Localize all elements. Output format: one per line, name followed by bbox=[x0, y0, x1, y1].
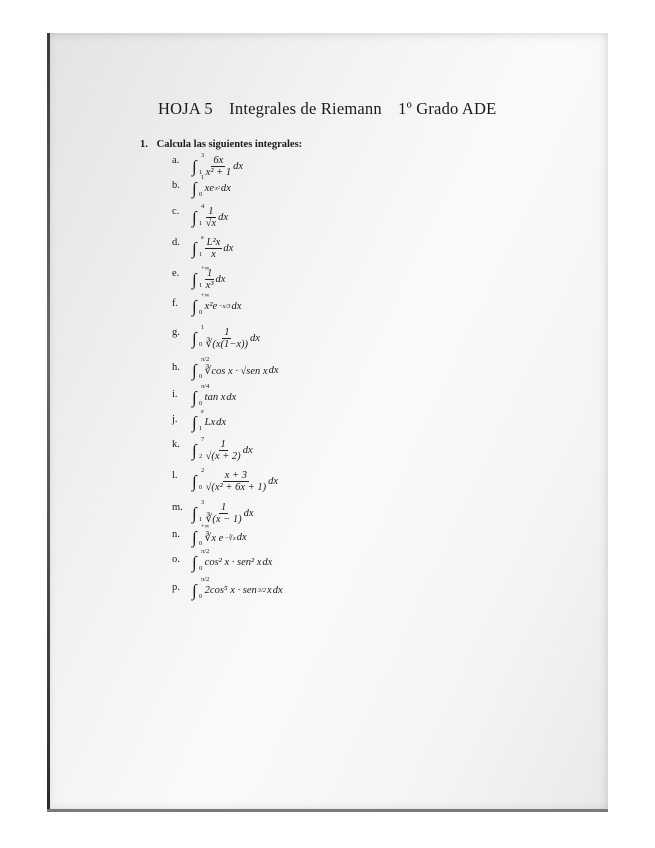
differential: dx bbox=[236, 532, 247, 543]
upper-limit: 4 bbox=[201, 203, 205, 211]
item-label: p. bbox=[172, 582, 180, 593]
integral-sign-icon: ∫ 4 1 bbox=[192, 203, 205, 228]
differential: dx bbox=[233, 161, 243, 173]
item-label: o. bbox=[172, 554, 180, 565]
paper-edge-bottom bbox=[47, 809, 608, 812]
lower-limit: 0 bbox=[199, 190, 203, 198]
upper-limit: π/4 bbox=[201, 383, 210, 390]
exponent: −x/3 bbox=[218, 303, 231, 310]
item-label: l. bbox=[172, 470, 178, 481]
integral-sign-icon: ∫ +∞ 1 bbox=[192, 265, 210, 290]
numerator: 1 bbox=[208, 206, 214, 217]
fraction bbox=[205, 206, 217, 229]
denominator: x bbox=[211, 249, 216, 261]
item-label: b. bbox=[172, 180, 180, 191]
item-label: h. bbox=[172, 362, 180, 373]
integral-sign-icon: ∫ +∞ 0 bbox=[192, 292, 210, 316]
integral-expression bbox=[192, 467, 278, 494]
upper-limit: e bbox=[201, 408, 204, 415]
paper-sheet bbox=[47, 33, 608, 811]
integral-sign-icon: ∫ 1 0 bbox=[192, 324, 205, 349]
upper-limit: +∞ bbox=[201, 265, 210, 273]
page-title bbox=[158, 99, 508, 119]
course-label: 1º Grado ADE bbox=[398, 99, 497, 118]
integral-expression bbox=[192, 234, 234, 261]
item-label: c. bbox=[172, 206, 180, 217]
exercise-instruction: Calcula las siguientes integrales: bbox=[156, 139, 303, 150]
lower-limit: 0 bbox=[199, 399, 203, 407]
upper-limit: 1 bbox=[201, 324, 205, 332]
integrand: ∛x e bbox=[204, 532, 224, 544]
integral-expression bbox=[192, 324, 260, 351]
differential: dx bbox=[268, 365, 279, 376]
integral-expression bbox=[192, 174, 231, 198]
sheet-number: HOJA 5 bbox=[158, 99, 213, 118]
upper-limit: e bbox=[201, 234, 204, 242]
numerator: 1 bbox=[221, 502, 227, 513]
upper-limit: +∞ bbox=[201, 292, 210, 299]
fraction bbox=[205, 439, 242, 462]
lower-limit: 1 bbox=[199, 168, 203, 176]
item-label: j. bbox=[172, 414, 178, 425]
numerator: 1 bbox=[220, 439, 226, 450]
denominator: √x bbox=[205, 218, 217, 230]
integral-expression bbox=[192, 383, 237, 407]
integral-expression bbox=[192, 203, 229, 230]
numerator: L²x bbox=[206, 237, 221, 248]
fraction bbox=[205, 470, 267, 493]
denominator: x³ bbox=[205, 280, 214, 292]
lower-limit: 0 bbox=[199, 564, 203, 572]
integral-sign-icon: ∫ 2 0 bbox=[192, 467, 205, 492]
item-label: g. bbox=[172, 327, 180, 338]
integral-expression bbox=[192, 523, 247, 547]
exponent: 3/2 bbox=[257, 587, 267, 594]
item-label: e. bbox=[172, 268, 180, 279]
exponent: x² bbox=[215, 185, 220, 192]
upper-limit: π/2 bbox=[201, 548, 210, 555]
fraction bbox=[205, 155, 232, 178]
upper-limit: 1 bbox=[201, 174, 205, 181]
integral-expression bbox=[192, 152, 243, 179]
integral-sign-icon: ∫ 3 1 bbox=[192, 499, 205, 524]
lower-limit: 1 bbox=[199, 281, 203, 289]
denominator: ∛(x(1−x)) bbox=[205, 339, 249, 351]
integrand: ∛cos x · √sen x bbox=[204, 365, 268, 377]
differential: dx bbox=[243, 508, 254, 520]
item-label: k. bbox=[172, 439, 180, 450]
upper-limit: 3 bbox=[201, 152, 205, 160]
integrand: x²e bbox=[204, 301, 218, 312]
lower-limit: 0 bbox=[199, 372, 203, 380]
item-label: f. bbox=[172, 298, 179, 309]
denominator: x² + 1 bbox=[205, 167, 232, 179]
integral-sign-icon: ∫ 7 2 bbox=[192, 436, 205, 461]
integral-sign-icon: ∫ π/2 0 bbox=[192, 548, 210, 572]
integral-sign-icon: ∫ 3 1 bbox=[192, 152, 205, 177]
item-label: n. bbox=[172, 529, 180, 540]
integrand: 2cos⁵ x · sen bbox=[204, 585, 257, 596]
lower-limit: 1 bbox=[199, 515, 203, 523]
integral-expression bbox=[192, 499, 254, 526]
item-label: d. bbox=[172, 237, 180, 248]
item-label: m. bbox=[172, 502, 183, 513]
lower-limit: 0 bbox=[199, 592, 203, 600]
fraction bbox=[205, 237, 223, 260]
denominator: √(x + 2) bbox=[205, 451, 241, 463]
subject-title: Integrales de Riemann bbox=[229, 99, 382, 118]
item-label: a. bbox=[172, 155, 180, 166]
upper-limit: +∞ bbox=[201, 523, 210, 530]
integral-expression bbox=[192, 265, 226, 292]
integral-sign-icon: ∫ 1 0 bbox=[192, 174, 205, 198]
differential: dx bbox=[218, 212, 229, 224]
integral-expression bbox=[192, 292, 242, 316]
differential: dx bbox=[272, 585, 283, 596]
upper-limit: 3 bbox=[201, 499, 205, 507]
differential: dx bbox=[220, 183, 231, 194]
item-label: i. bbox=[172, 389, 178, 400]
differential: dx bbox=[250, 333, 260, 345]
numerator: 6x bbox=[213, 155, 224, 166]
denominator: √(x² + 6x + 1) bbox=[205, 482, 267, 494]
integrand: Lx bbox=[204, 417, 216, 428]
differential: dx bbox=[268, 476, 278, 488]
fraction bbox=[205, 502, 243, 525]
integral-sign-icon: ∫ π/2 0 bbox=[192, 356, 210, 380]
differential: dx bbox=[223, 243, 234, 255]
lower-limit: 0 bbox=[199, 483, 203, 491]
numerator: x + 3 bbox=[224, 470, 247, 481]
fraction bbox=[205, 327, 249, 350]
differential: dx bbox=[215, 274, 226, 286]
differential: dx bbox=[226, 392, 237, 403]
integrand: cos² x · sen² x bbox=[204, 557, 262, 568]
lower-limit: 2 bbox=[199, 452, 203, 460]
integral-sign-icon: ∫ e 1 bbox=[192, 408, 204, 432]
upper-limit: π/2 bbox=[201, 356, 210, 363]
lower-limit: 1 bbox=[199, 250, 203, 258]
lower-limit: 1 bbox=[199, 219, 203, 227]
exponent: −∛x bbox=[224, 534, 236, 542]
integral-sign-icon: ∫ π/4 0 bbox=[192, 383, 210, 407]
integrand: tan x bbox=[204, 392, 226, 403]
lower-limit: 1 bbox=[199, 424, 203, 432]
integral-expression bbox=[192, 408, 227, 432]
lower-limit: 0 bbox=[199, 308, 203, 316]
differential: dx bbox=[262, 557, 273, 568]
exercise-heading bbox=[140, 139, 302, 150]
integral-sign-icon: ∫ e 1 bbox=[192, 234, 204, 259]
differential: dx bbox=[231, 301, 242, 312]
integral-expression bbox=[192, 436, 253, 463]
integral-sign-icon: ∫ π/2 0 bbox=[192, 576, 210, 600]
integrand-tail: x bbox=[267, 585, 272, 596]
differential: dx bbox=[216, 417, 227, 428]
integrand: xe bbox=[204, 183, 214, 194]
integral-expression bbox=[192, 576, 283, 600]
denominator: ∛(x − 1) bbox=[205, 514, 242, 526]
numerator: 1 bbox=[224, 327, 230, 338]
upper-limit: 2 bbox=[201, 467, 205, 475]
integral-expression bbox=[192, 548, 273, 572]
differential: dx bbox=[242, 445, 253, 457]
lower-limit: 0 bbox=[199, 340, 203, 348]
paper-edge bbox=[47, 33, 50, 811]
exercise-number: 1. bbox=[140, 139, 148, 150]
integral-expression bbox=[192, 356, 279, 380]
lower-limit: 0 bbox=[199, 539, 203, 547]
integral-sign-icon: ∫ +∞ 0 bbox=[192, 523, 210, 547]
upper-limit: 7 bbox=[201, 436, 205, 444]
upper-limit: π/2 bbox=[201, 576, 210, 583]
numerator: 1 bbox=[206, 268, 213, 279]
